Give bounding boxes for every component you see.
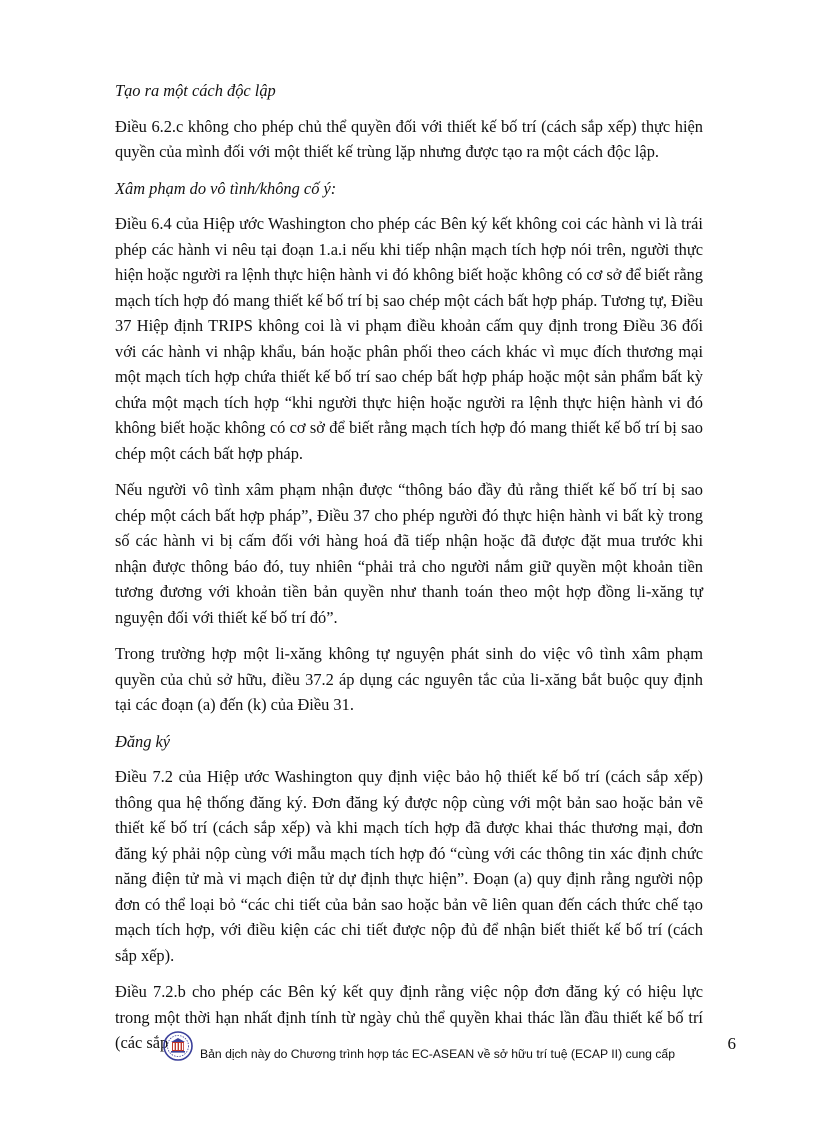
- page-footer: [162, 1030, 752, 1070]
- paragraph-notice: Nếu người vô tình xâm phạm nhận được “thông báo đầy đủ rằng thiết kế bố trí bị sao chép một cách bất hợp pháp”, Điều 37 cho phép người đó thực hiện hành vi bất kỳ trong số các hành vi bị cấm đối với hàng hoá đã tiếp nhận hoặc đã được đặt mua trước khi nhận được thông báo đó, tuy nhiên “phải trả cho người nắm giữ quyền một khoản tiền tương đương với khoản tiền bản quyền như thanh toán theo một hợp đồng li-xăng tự nguyện đối với thiết kế bố trí đó”.: [115, 480, 703, 627]
- section-heading-independent: Tạo ra một cách độc lập: [115, 81, 276, 100]
- paragraph-7-2: Điều 7.2 của Hiệp ước Washington quy định việc bảo hộ thiết kế bố trí (cách sắp xếp) thông qua hệ thống đăng ký. Đơn đăng ký được nộp cùng với một bản sao hoặc bản vẽ thiết kế bố trí (cách sắp xếp) và khi mạch tích hợp đã được khai thác thương mại, đơn đăng ký phải nộp cùng với mẫu mạch tích hợp đó “cùng với các thông tin xác định chức năng điện tử mà vi mạch điện tử dự định thực hiện”. Đoạn (a) quy định rằng người nộp đơn có thể loại bỏ “các chi tiết của bản sao hoặc bản vẽ liên quan đến cách thức chế tạo mạch tích hợp, với điều kiện các chi tiết được nộp đủ để nhận biết thiết kế bố trí (cách sắp xếp).: [115, 767, 703, 965]
- ecap-logo-icon: [162, 1030, 194, 1062]
- paragraph-37-2: Trong trường hợp một li-xăng không tự nguyện phát sinh do việc vô tình xâm phạm quyền của chủ sở hữu, điều 37.2 áp dụng các nguyên tắc của li-xăng bắt buộc quy định tại các đoạn (a) đến (k) của Điều 31.: [115, 644, 703, 714]
- section-heading-registration: Đăng ký: [115, 731, 171, 751]
- paragraph-6-2-c: Điều 6.2.c không cho phép chủ thể quyền đối với thiết kế bố trí (cách sắp xếp) thực hiện quyền của mình đối với một thiết kế trùng lặp nhưng được tạo ra một cách độc lập.: [115, 116, 703, 161]
- section-heading-unintentional: Xâm phạm do vô tình/không cố ý:: [115, 178, 337, 198]
- document-body: [115, 78, 703, 1067]
- paragraph-6-4: Điều 6.4 của Hiệp ước Washington cho phép các Bên ký kết không coi các hành vi là trái phép các hành vi nêu tại đoạn 1.a.i nếu khi tiếp nhận mạch tích hợp nói trên, người thực hiện hoặc người ra lệnh thực hiện hành vi đó không biết hoặc không có cơ sở để biết rằng mạch tích hợp đó mang thiết kế bố trí bị sao chép một cách bất hợp pháp. Tương tự, Điều 37 Hiệp định TRIPS không coi là vi phạm điều khoản cấm quy định trong Điều 36 đối với các hành vi nhập khẩu, bán hoặc phân phối theo cách khác vì mục đích thương mại một mạch tích hợp chứa thiết kế bố trí sao chép bất hợp pháp hoặc một sản phẩm bất kỳ chứa một mạch tích hợp “khi người thực hiện hoặc người ra lệnh thực hiện hành vi đó không biết hoặc không có cơ sở để biết rằng mạch tích hợp đó mang thiết kế bố trí bị sao chép một cách bất hợp pháp.: [115, 214, 703, 463]
- paragraph-7-2-b: Điều 7.2.b cho phép các Bên ký kết quy định rằng việc nộp đơn đăng ký có hiệu lực trong một thời hạn nhất định tính từ ngày chủ thể quyền khai thác lần đầu thiết kế bố trí (các sắp: [115, 982, 703, 1052]
- page-number: 6: [727, 1034, 736, 1053]
- footer-credit: Bản dịch này do Chương trình hợp tác EC-ASEAN về sở hữu trí tuệ (ECAP II) cung cấp: [200, 1047, 675, 1061]
